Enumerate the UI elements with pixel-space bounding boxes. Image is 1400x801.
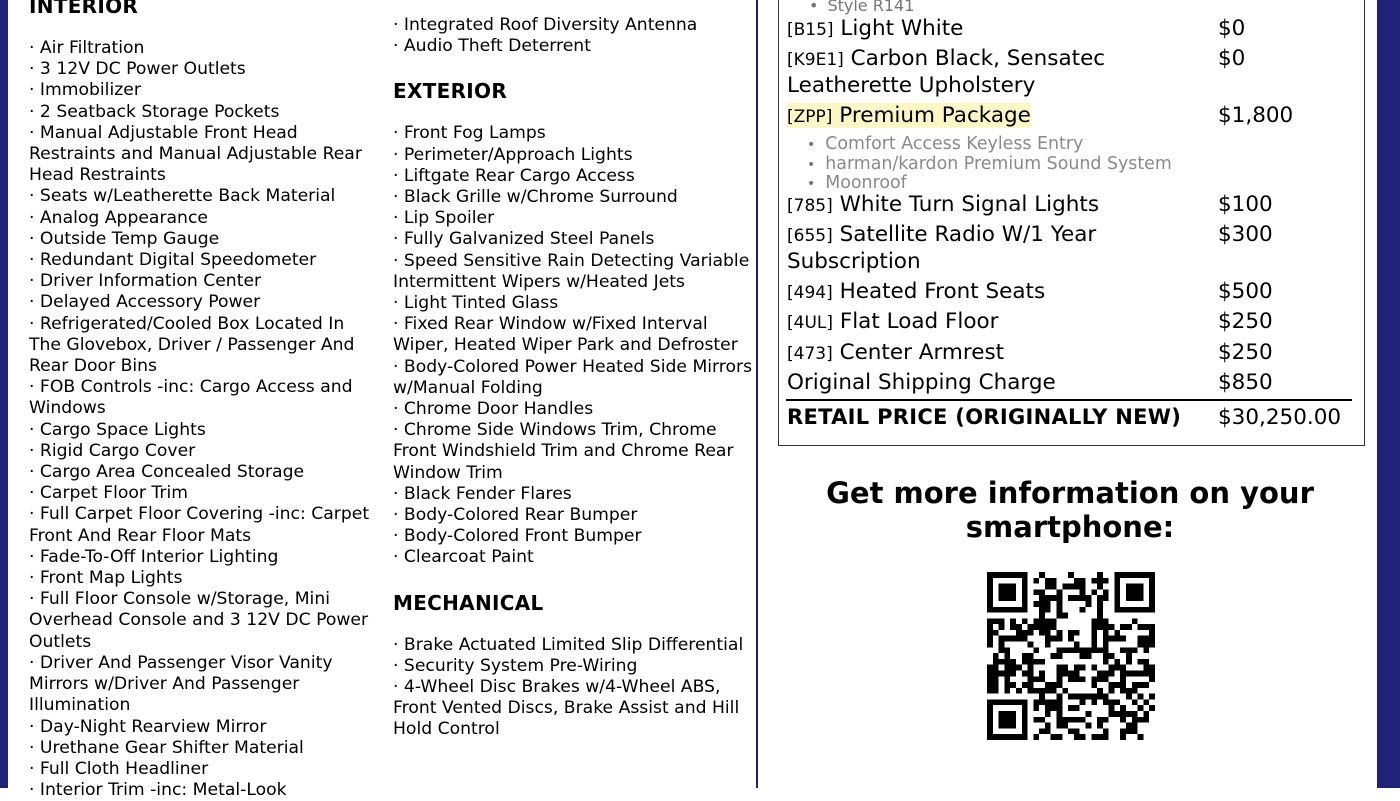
option-row-premium-package xyxy=(787,103,1294,130)
option-row xyxy=(787,192,1273,219)
option-row-shipping xyxy=(787,370,1273,396)
carryover-feature-list xyxy=(393,15,753,57)
option-row xyxy=(787,309,1273,336)
feature-item: · Lip Spoiler xyxy=(393,208,495,229)
feature-item: · 2 Seatback Storage Pockets xyxy=(29,101,280,122)
style-line: • Style R141 xyxy=(809,0,914,15)
interior-column xyxy=(29,0,374,801)
option-row xyxy=(787,16,1246,43)
option-row xyxy=(787,222,1273,275)
mechanical-section-title: MECHANICAL xyxy=(393,590,544,615)
feature-item: · Audio Theft Deterrent xyxy=(393,36,591,57)
option-name: Flat Load Floor xyxy=(839,309,999,334)
feature-item: · 4-Wheel Disc Brakes w/4-Wheel ABS, Front Vented Discs, Brake Assist and Hill Hold Control xyxy=(393,677,740,740)
feature-item: · Urethane Gear Shifter Material xyxy=(29,737,304,758)
feature-item: · Seats w/Leatherette Back Material xyxy=(29,186,336,207)
feature-item: · Black Grille w/Chrome Surround xyxy=(393,187,678,208)
feature-item: · FOB Controls -inc: Cargo Access and Windows xyxy=(29,377,353,419)
option-code: [473] xyxy=(787,344,833,364)
feature-item: · Front Map Lights xyxy=(29,568,183,589)
option-name: Original Shipping Charge xyxy=(787,370,1056,395)
package-item: • Comfort Access Keyless Entry xyxy=(807,135,1172,155)
feature-item: · Security System Pre-Wiring xyxy=(393,655,638,676)
feature-item: · Driver Information Center xyxy=(29,271,262,292)
feature-item: · Immobilizer xyxy=(29,80,141,101)
feature-item: · Interior Trim -inc: Metal-Look xyxy=(29,780,287,801)
feature-item: · Fade-To-Off Interior Lighting xyxy=(29,546,279,567)
feature-item: · Chrome Side Windows Trim, Chrome Front Windshield Trim and Chrome Rear Window Trim xyxy=(393,420,734,483)
feature-item: · Driver And Passenger Visor Vanity Mirrors w/Driver And Passenger Illumination xyxy=(29,652,333,716)
right-frame-border xyxy=(1374,0,1400,788)
option-code: [4UL] xyxy=(787,313,833,333)
feature-item: · Body-Colored Power Heated Side Mirrors w/Manual Folding xyxy=(393,356,753,398)
feature-item: · Full Cloth Headliner xyxy=(29,758,209,779)
feature-item: · Redundant Digital Speedometer xyxy=(29,250,317,271)
package-item: • harman/kardon Premium Sound System xyxy=(807,155,1172,175)
qr-code-icon[interactable] xyxy=(987,570,1155,742)
feature-item: · Carpet Floor Trim xyxy=(29,483,188,504)
option-code: [655] xyxy=(787,226,833,246)
feature-item: · Brake Actuated Limited Slip Differential xyxy=(393,634,744,655)
feature-item: · Perimeter/Approach Lights xyxy=(393,144,633,165)
option-code: [494] xyxy=(787,283,833,303)
option-code: [K9E1] xyxy=(787,50,844,70)
mechanical-feature-list xyxy=(393,635,753,741)
column-divider xyxy=(756,0,758,788)
option-price: $500 xyxy=(1218,279,1273,304)
option-price: $0 xyxy=(1218,46,1246,71)
feature-item: · 3 12V DC Power Outlets xyxy=(29,59,246,80)
option-name: Center Armrest xyxy=(839,340,1005,365)
option-price: $300 xyxy=(1218,222,1273,247)
option-row xyxy=(787,279,1273,306)
smartphone-heading: Get more information on your smartphone: xyxy=(826,476,1314,544)
option-name: Satellite Radio W/1 Year Subscription xyxy=(787,222,1097,274)
total-divider xyxy=(786,399,1352,401)
feature-item: · Fully Galvanized Steel Panels xyxy=(393,229,655,250)
feature-item: · Manual Adjustable Front Head Restraints and Manual Adjustable Rear Head Restraints xyxy=(29,122,362,186)
option-price: $100 xyxy=(1218,192,1273,217)
feature-item: · Outside Temp Gauge xyxy=(29,228,220,249)
feature-item: · Analog Appearance xyxy=(29,207,208,228)
feature-item: · Air Filtration xyxy=(29,38,145,58)
premium-package-contents xyxy=(807,135,1172,194)
option-price: $0 xyxy=(1218,16,1246,41)
option-price: $1,800 xyxy=(1218,103,1294,128)
feature-item: · Light Tinted Glass xyxy=(393,293,559,314)
feature-item: · Integrated Roof Diversity Antenna xyxy=(393,15,698,35)
option-row xyxy=(787,340,1273,367)
interior-section-title: INTERIOR xyxy=(29,0,139,18)
option-name: Carbon Black, Sensatec Leatherette Upholstery xyxy=(787,46,1106,98)
feature-item: · Front Fog Lamps xyxy=(393,123,546,144)
feature-item: · Day-Night Rearview Mirror xyxy=(29,716,267,737)
feature-item: · Full Carpet Floor Covering -inc: Carpet Front And Rear Floor Mats xyxy=(29,504,370,546)
retail-price-label: RETAIL PRICE (ORIGINALLY NEW) xyxy=(787,405,1182,429)
option-price: $250 xyxy=(1218,309,1273,334)
option-name: Light White xyxy=(840,16,964,41)
option-price: $250 xyxy=(1218,340,1273,365)
feature-item: · Rigid Cargo Cover xyxy=(29,440,196,461)
feature-item: · Full Floor Console w/Storage, Mini Overhead Console and 3 12V DC Power Outlets xyxy=(29,589,369,652)
exterior-feature-list xyxy=(393,123,753,568)
feature-item: · Clearcoat Paint xyxy=(393,547,534,568)
exterior-mechanical-column xyxy=(393,15,753,741)
feature-item: · Body-Colored Rear Bumper xyxy=(393,505,638,526)
feature-item: · Black Fender Flares xyxy=(393,483,572,504)
feature-item: · Cargo Space Lights xyxy=(29,419,206,440)
option-name: Heated Front Seats xyxy=(839,279,1046,304)
option-name: Premium Package xyxy=(839,103,1031,128)
option-code: [ZPP] xyxy=(787,107,833,127)
option-name: White Turn Signal Lights xyxy=(839,192,1100,217)
feature-item: · Speed Sensitive Rain Detecting Variable Intermittent Wipers w/Heated Jets xyxy=(393,250,750,292)
retail-price-value: $30,250.00 xyxy=(1218,405,1342,430)
feature-item: · Refrigerated/Cooled Box Located In The Glovebox, Driver / Passenger And Rear Door Bins xyxy=(29,313,355,377)
option-code: [785] xyxy=(787,196,833,216)
option-code: [B15] xyxy=(787,20,834,40)
option-price: $850 xyxy=(1218,370,1273,395)
exterior-section-title: EXTERIOR xyxy=(393,79,508,104)
option-row xyxy=(787,46,1246,99)
left-frame-border xyxy=(0,0,20,788)
feature-item: · Delayed Accessory Power xyxy=(29,292,261,313)
feature-item: · Fixed Rear Window w/Fixed Interval Wiper, Heated Wiper Park and Defroster xyxy=(393,314,738,356)
package-item: • Moonroof xyxy=(807,174,1172,194)
feature-item: · Cargo Area Concealed Storage xyxy=(29,462,305,483)
interior-feature-list xyxy=(29,38,374,801)
feature-item: · Body-Colored Front Bumper xyxy=(393,526,642,547)
feature-item: · Chrome Door Handles xyxy=(393,399,594,420)
feature-item: · Liftgate Rear Cargo Access xyxy=(393,165,635,186)
